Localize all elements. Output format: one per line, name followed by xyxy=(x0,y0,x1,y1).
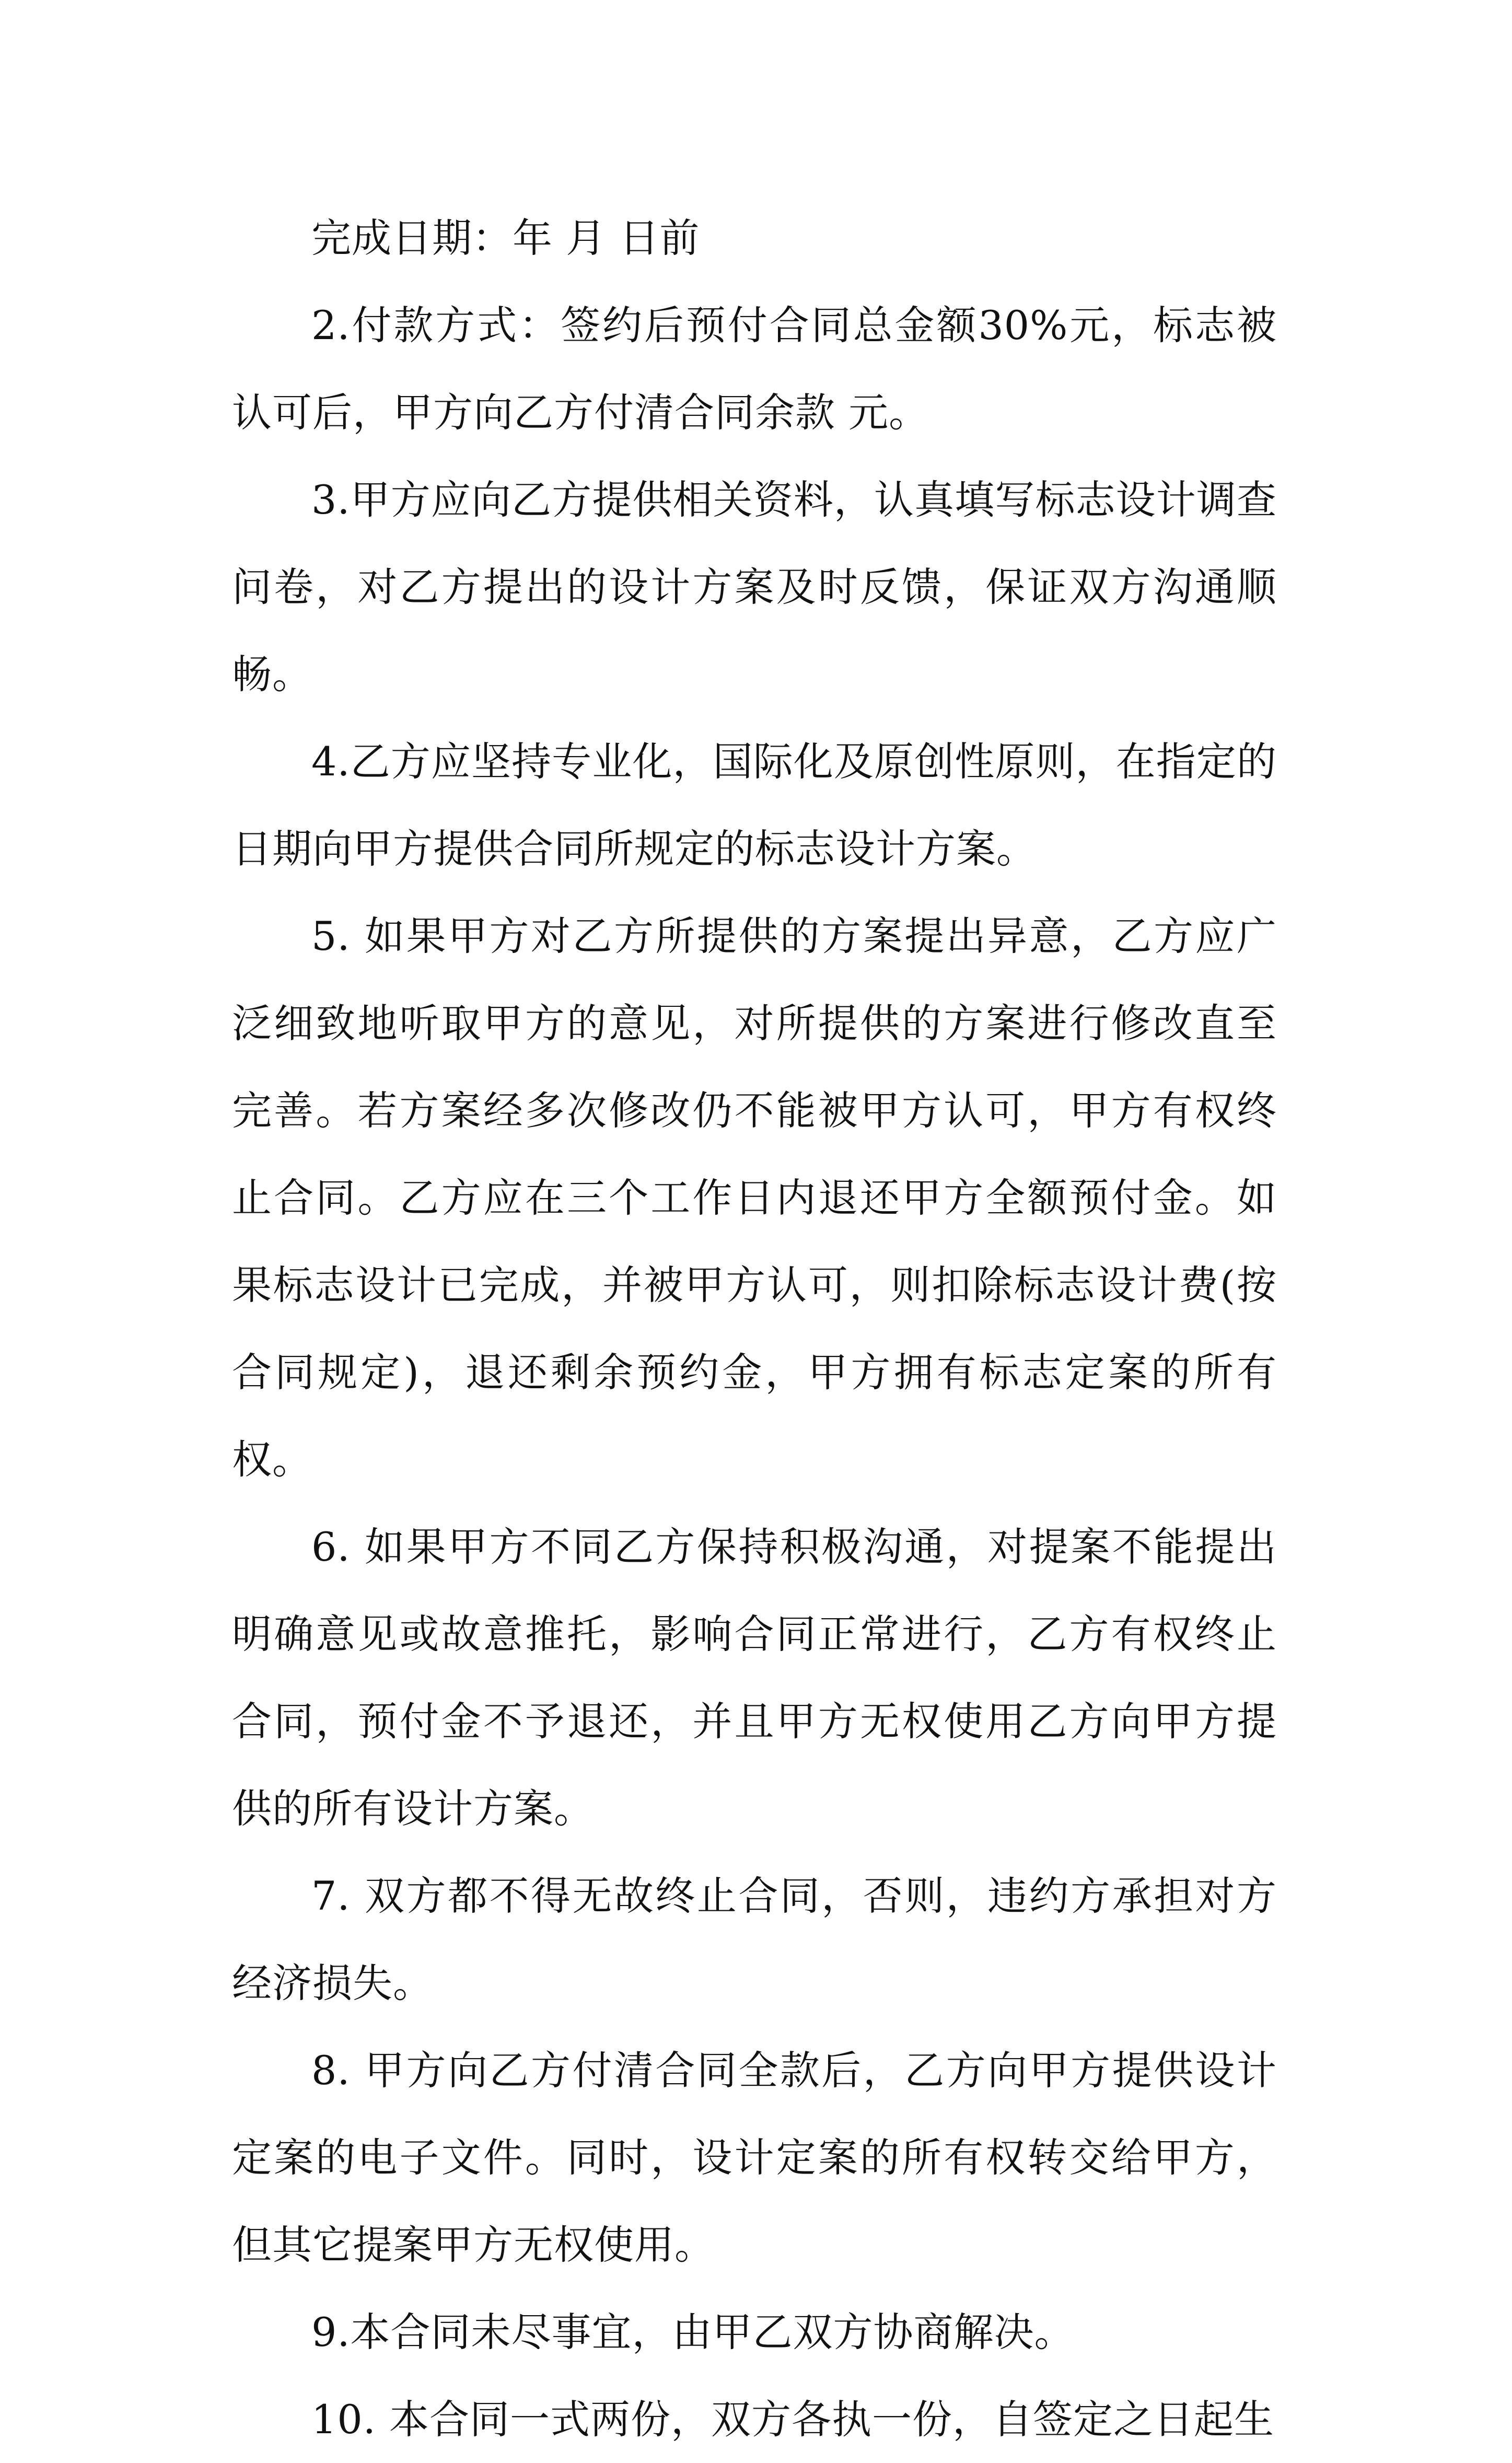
clause-8-final-files: 8. 甲方向乙方付清合同全款后，乙方向甲方提供设计定案的电子文件。同时，设计定案的所有权转交给甲方，但其它提案甲方无权使用。 xyxy=(232,2047,1277,2268)
clause-5-revisions: 5. 如果甲方对乙方所提供的方案提出异意，乙方应广泛细致地听取甲方的意见，对所提供的方案进行修改直至完善。若方案经多次修改仍不能被甲方认可，甲方有权终止合同。乙方应在三个工作日内退还甲方全额预付金。如果标志设计已完成，并被甲方认可，则扣除标志设计费(按合同规定)，退还剩余预约金，甲方拥有标志定案的所有权。 xyxy=(232,913,1277,1483)
contract-body xyxy=(232,194,1277,2463)
clause-9-unresolved-matters: 9.本合同未尽事宜，由甲乙双方协商解决。 xyxy=(311,2309,1075,2355)
clause-7-termination: 7. 双方都不得无故终止合同，否则，违约方承担对方经济损失。 xyxy=(232,1873,1277,2006)
clause-6-communication: 6. 如果甲方不同乙方保持积极沟通，对提案不能提出明确意见或故意推托，影响合同正常进行，乙方有权终止合同，预付金不予退还，并且甲方无权使用乙方向甲方提供的所有设计方案。 xyxy=(232,1524,1277,1832)
clause-2-payment: 2.付款方式：签约后预付合同总金额30%元，标志被认可后，甲方向乙方付清合同余款 元。 xyxy=(232,302,1277,436)
clause-3-party-a-materials: 3.甲方应向乙方提供相关资料，认真填写标志设计调查问卷，对乙方提出的设计方案及时反馈，保证双方沟通顺畅。 xyxy=(232,477,1277,698)
clause-completion-date: 完成日期：年 月 日前 xyxy=(311,215,700,261)
clause-4-party-b-principles: 4.乙方应坚持专业化，国际化及原创性原则，在指定的日期向甲方提供合同所规定的标志设计方案。 xyxy=(232,738,1277,872)
clause-10-copies: 10. 本合同一式两份，双方各执一份，自签定之日起生 xyxy=(311,2396,1275,2443)
